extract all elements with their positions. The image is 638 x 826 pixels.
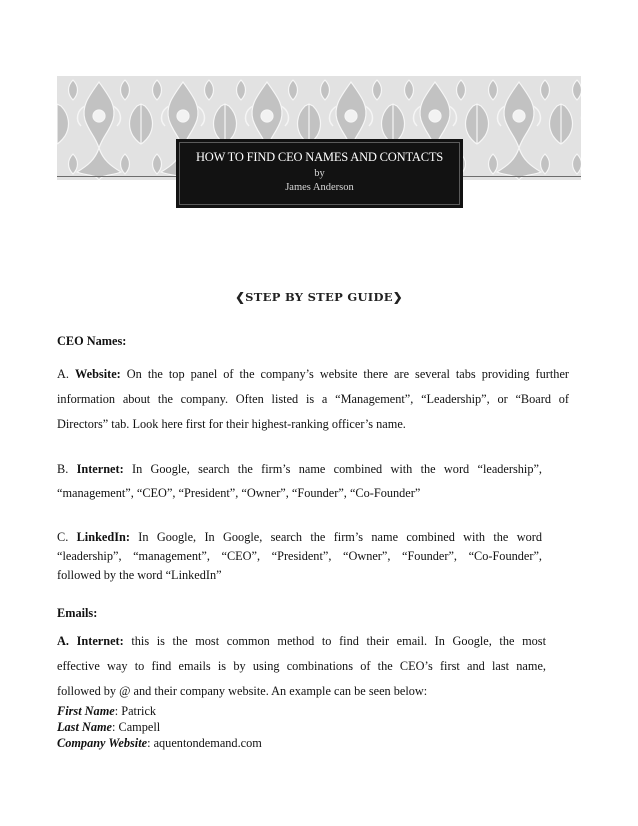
document-title: HOW TO FIND CEO NAMES AND CONTACTS — [195, 150, 444, 164]
website-line-3: Directors” tab. Look here first for their highest-ranking officer’s name. — [57, 417, 406, 431]
email-internet-line-1: A. Internet: this is the most common method to find their email. In Google, the most — [57, 634, 546, 648]
linkedin-label: LinkedIn: — [76, 530, 130, 544]
email-internet-label: Internet: — [76, 634, 124, 648]
emails-heading: Emails: — [57, 606, 98, 620]
linkedin-line-1: C. LinkedIn: In Google, In Google, search the firm’s name combined with the word — [57, 530, 542, 544]
linkedin-line-2: “leadership”, “management”, “CEO”, “President”, “Owner”, “Founder”, “Co-Founder”, — [57, 549, 542, 563]
example-last-name: Last Name: Campell — [57, 720, 161, 734]
linkedin-line-3: followed by the word “LinkedIn” — [57, 568, 222, 582]
website-label: Website: — [75, 367, 121, 381]
website-line-2: information about the company. Often listed is a “Management”, “Leadership”, or “Board of — [57, 392, 569, 406]
internet-label: Internet: — [76, 462, 124, 476]
example-first-name: First Name: Patrick — [57, 704, 157, 718]
internet-line-1: B. Internet: In Google, search the firm’s name combined with the word “leadership”, — [57, 462, 543, 476]
email-internet-line-3: followed by @ and their company website. An example can be seen below: — [57, 684, 428, 698]
email-internet-line-2: effective way to find emails is by using combinations of the CEO’s first and last name, — [57, 659, 546, 673]
internet-line-2: “management”, “CEO”, “President”, “Owner”, “Founder”, “Co-Founder” — [57, 486, 421, 500]
guide-heading: ❮STEP BY STEP GUIDE❯ — [235, 290, 403, 304]
ceo-names-heading: CEO Names: — [57, 334, 127, 348]
byline-by: by — [314, 168, 325, 179]
title-box — [176, 139, 463, 208]
author-name: James Anderson — [285, 182, 354, 193]
example-company-website: Company Website: aquentondemand.com — [57, 736, 262, 750]
website-line-1: A. Website: On the top panel of the company’s website there are several tabs providing further — [57, 367, 570, 381]
